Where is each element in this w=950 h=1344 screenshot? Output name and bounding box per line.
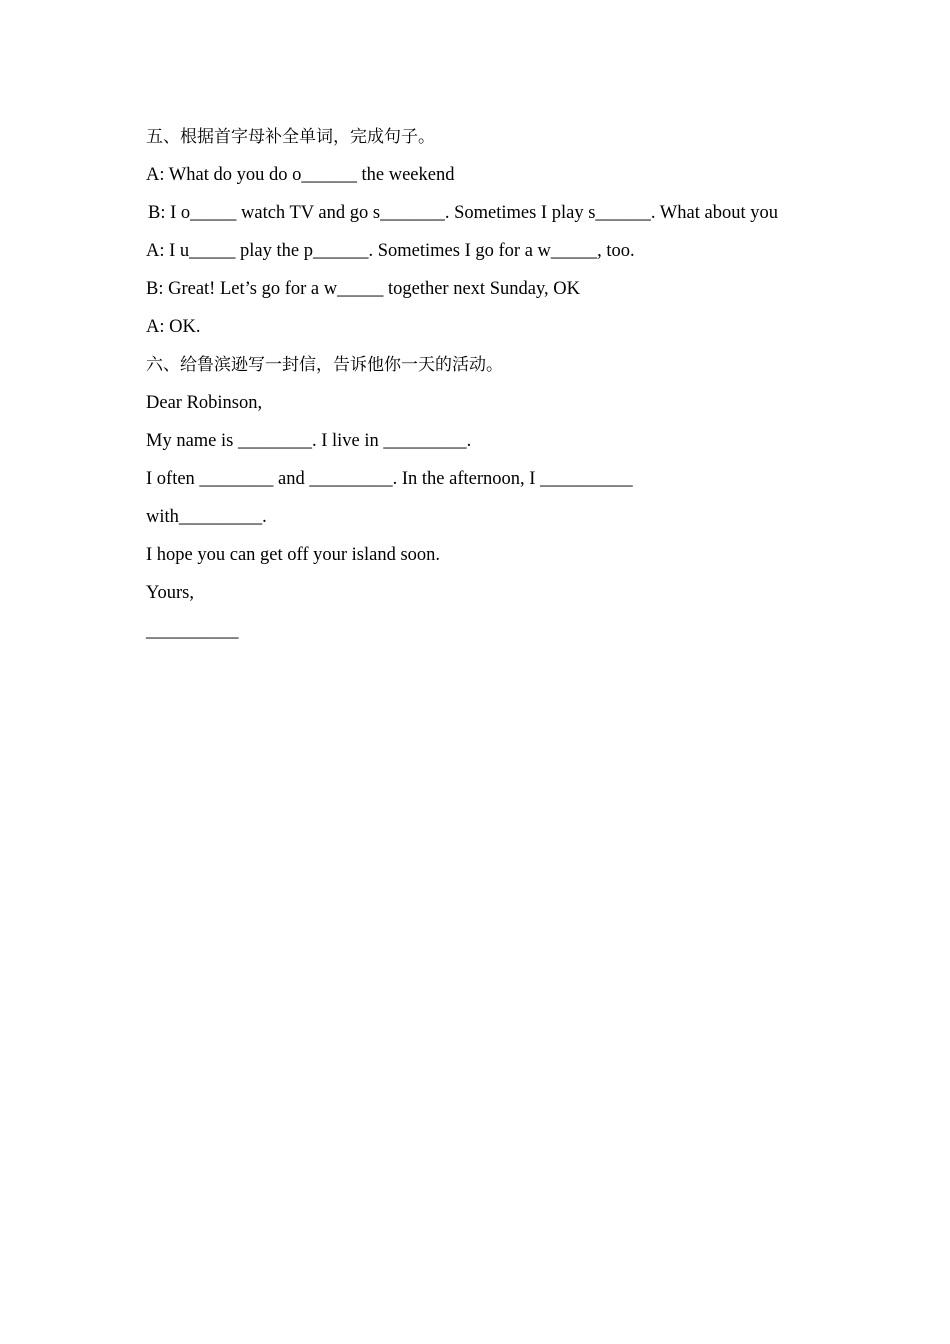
dialogue-line-3: A: I u_____ play the p______. Sometimes I go for a w_____, too. xyxy=(146,241,635,261)
letter-closing: Yours, xyxy=(146,583,194,603)
dialogue-line-1: A: What do you do o______ the weekend xyxy=(146,165,455,185)
letter-signature-blank: __________ xyxy=(146,621,239,641)
letter-line-activities: I often ________ and _________. In the afternoon, I __________ xyxy=(146,469,633,489)
dialogue-line-5: A: OK. xyxy=(146,317,201,337)
letter-line-hope: I hope you can get off your island soon. xyxy=(146,545,441,565)
worksheet-content xyxy=(146,124,826,656)
section6-heading: 六、给鲁滨逊写一封信，告诉他你一天的活动。 xyxy=(146,355,503,375)
letter-line-name: My name is ________. I live in _________. xyxy=(146,431,472,451)
letter-line-with: with_________. xyxy=(146,507,267,527)
dialogue-line-2: B: I o_____ watch TV and go s_______. Sometimes I play s______. What about you xyxy=(148,203,778,223)
letter-greeting: Dear Robinson, xyxy=(146,393,263,413)
dialogue-line-4: B: Great! Let’s go for a w_____ together next Sunday, OK xyxy=(146,279,580,299)
section5-heading: 五、根据首字母补全单词，完成句子。 xyxy=(146,127,435,147)
